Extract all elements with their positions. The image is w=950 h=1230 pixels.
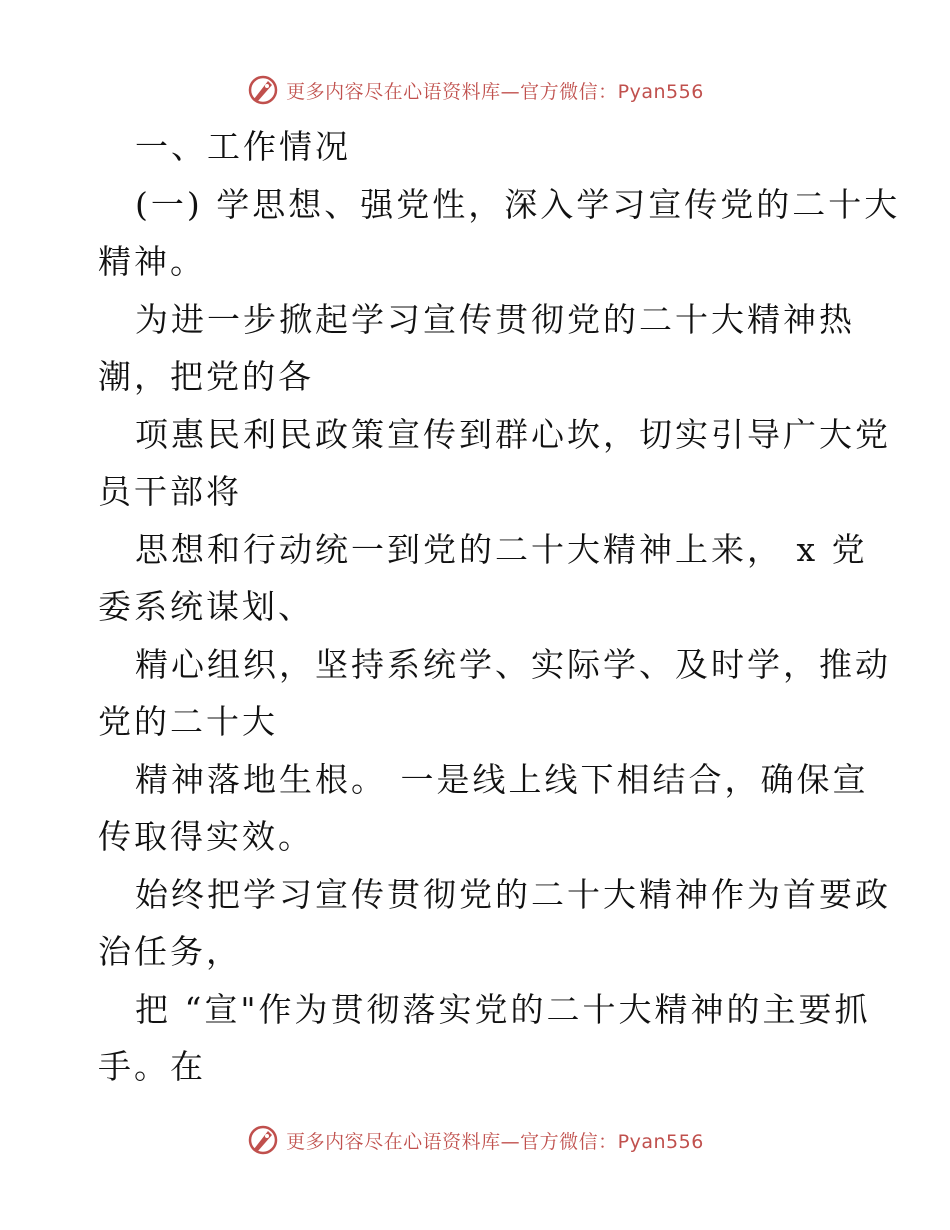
paragraph-line: 手。在 [98, 1047, 206, 1086]
footer-banner [0, 1120, 950, 1160]
paragraph-line: 传取得实效。 [98, 817, 314, 856]
paragraph-line: 为进一步掀起学习宣传贯彻党的二十大精神热 [135, 299, 855, 339]
paragraph-line: 项惠民利民政策宣传到群心坎，切实引导广大党 [135, 414, 891, 454]
paragraph-line: 委系统谋划、 [98, 587, 314, 626]
paragraph-line: (一) 学思想、强党性，深入学习宣传党的二十大 [135, 184, 901, 224]
paragraph-line: 党的二十大 [98, 702, 278, 741]
paragraph-line: 思想和行动统一到党的二十大精神上来， x 党 [135, 529, 868, 569]
paragraph-line: 把 “宣"作为贯彻落实党的二十大精神的主要抓 [135, 989, 871, 1029]
pen-nib-logo-icon [246, 73, 280, 107]
paragraph-line: 精神。 [98, 242, 206, 281]
banner-text: 更多内容尽在心语资料库—官方微信：Pyan556 [286, 1130, 704, 1153]
paragraph-line: 治任务， [98, 932, 242, 971]
paragraph-line: 潮，把党的各 [98, 357, 314, 396]
banner-text: 更多内容尽在心语资料库—官方微信：Pyan556 [286, 80, 704, 103]
paragraph-line: 始终把学习宣传贯彻党的二十大精神作为首要政 [135, 874, 891, 914]
document-body [98, 118, 901, 1096]
paragraph-line: 精神落地生根。 一是线上线下相结合，确保宣 [135, 759, 869, 799]
paragraph-line: 员干部将 [98, 472, 242, 511]
pen-nib-logo-icon [246, 1123, 280, 1157]
header-banner [0, 70, 950, 110]
paragraph-line: 精心组织，坚持系统学、实际学、及时学，推动 [135, 644, 891, 684]
paragraph-line: 一、工作情况 [135, 127, 351, 166]
